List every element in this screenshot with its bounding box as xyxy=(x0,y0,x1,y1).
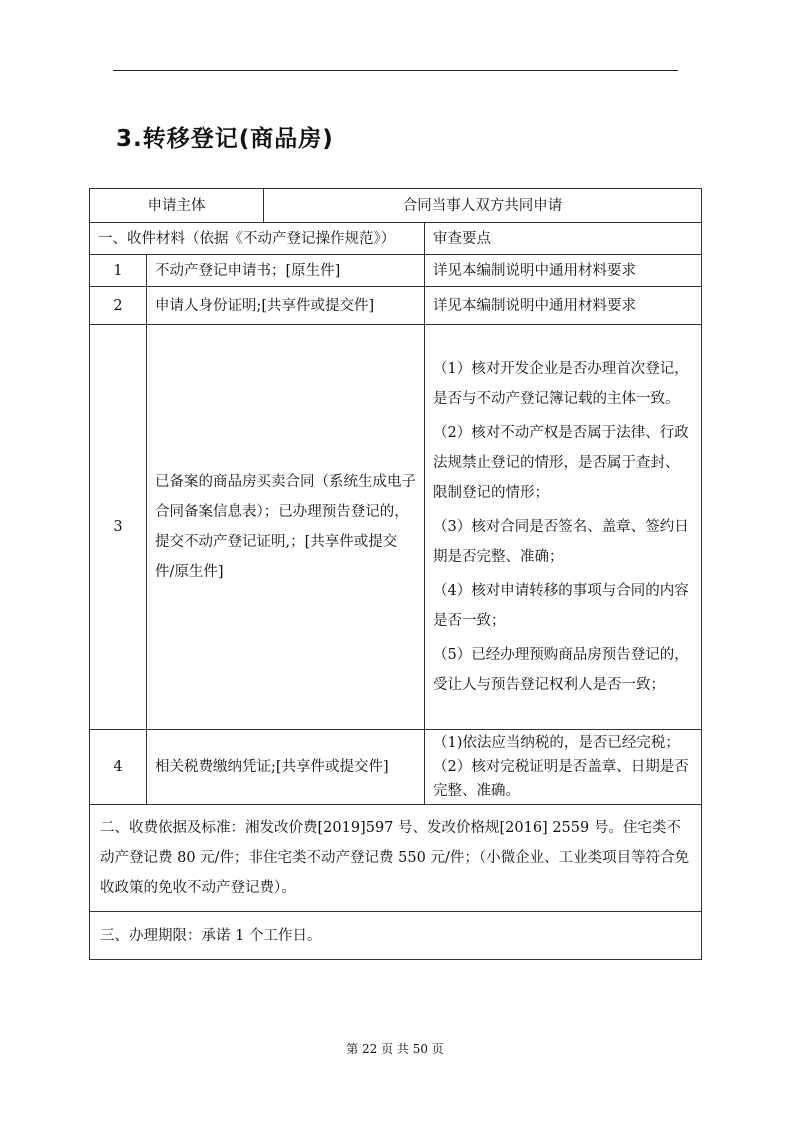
row-number: 4 xyxy=(90,730,147,805)
table-row xyxy=(90,287,702,325)
row-number: 1 xyxy=(90,255,147,287)
review-point: （3）核对合同是否签名、盖章、签约日期是否完整、准确； xyxy=(433,519,689,565)
review-header: 审查要点 xyxy=(425,223,702,255)
page-number: 第 22 页 共 50 页 xyxy=(346,1042,444,1056)
subject-value: 合同当事人双方共同申请 xyxy=(264,189,702,223)
review-point: （2）核对完税证明是否盖章、日期是否完整、准确。 xyxy=(433,759,689,799)
section-title: 3.转移登记(商品房) xyxy=(116,126,334,152)
review-cell xyxy=(425,730,702,805)
table-row xyxy=(90,730,702,805)
subject-label: 申请主体 xyxy=(90,189,264,223)
material-cell: 申请人身份证明;[共享件或提交件] xyxy=(147,287,425,325)
deadline-row xyxy=(90,912,702,960)
header-rule xyxy=(113,70,678,71)
material-cell: 不动产登记申请书；[原生件] xyxy=(147,255,425,287)
fees-row xyxy=(90,805,702,912)
review-cell xyxy=(425,325,702,730)
review-point: （5）已经办理预购商品房预告登记的，受让人与预告登记权利人是否一致； xyxy=(433,647,689,693)
table-row xyxy=(90,255,702,287)
review-point: （1）核对开发企业是否办理首次登记，是否与不动产登记簿记载的主体一致。 xyxy=(433,361,689,407)
subject-row xyxy=(90,189,702,223)
materials-header: 一、收件材料（依据《不动产登记操作规范》） xyxy=(90,223,425,255)
row-number: 3 xyxy=(90,325,147,730)
materials-header-row xyxy=(90,223,702,255)
row-number: 2 xyxy=(90,287,147,325)
review-point: （1)依法应当纳税的，是否已经完税； xyxy=(433,735,680,751)
material-cell: 相关税费缴纳凭证;[共享件或提交件] xyxy=(147,730,425,805)
table-row xyxy=(90,325,702,730)
review-cell: 详见本编制说明中通用材料要求 xyxy=(425,255,702,287)
review-point: （2）核对不动产权是否属于法律、行政法规禁止登记的情形，是否属于查封、限制登记的情形； xyxy=(433,425,689,501)
review-cell: 详见本编制说明中通用材料要求 xyxy=(425,287,702,325)
review-point: （4）核对申请转移的事项与合同的内容是否一致； xyxy=(433,583,689,629)
fees-note: 二、收费依据及标准：湘发改价费[2019]597 号、发改价格规[2016] 2559 号。住宅类不动产登记费 80 元/件；非住宅类不动产登记费 550 元/件；（小微企业、工业类项目等符合免收政策的免收不动产登记费）。 xyxy=(90,805,702,912)
deadline-note: 三、办理期限：承诺 1 个工作日。 xyxy=(90,912,702,960)
registration-table xyxy=(89,188,702,960)
material-cell: 已备案的商品房买卖合同（系统生成电子合同备案信息表）；已办理预告登记的，提交不动产登记证明,；[共享件或提交件/原生件] xyxy=(147,325,425,730)
